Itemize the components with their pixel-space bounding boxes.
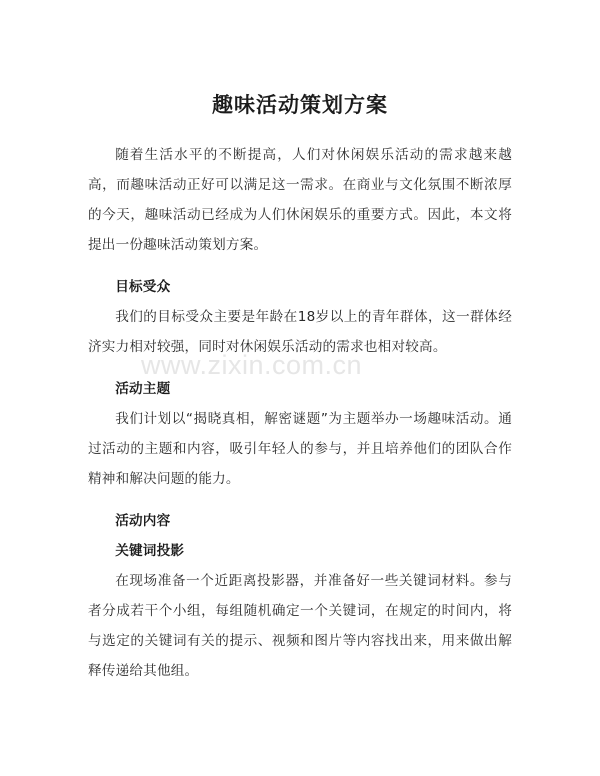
heading-activity-theme: 活动主题 xyxy=(115,381,171,397)
page-title: 趣味活动策划方案 xyxy=(212,93,388,117)
keyword-projection-paragraph: 在现场准备一个近距离投影器，并准备好一些关键词材料。参与者分成若干个小组，每组随机确定一个关键词，在规定的时间内，将与选定的关键词有关的提示、视频和图片等内容找出来，用来做出解释传递给其他组。 xyxy=(88,573,512,679)
heading-target-audience: 目标受众 xyxy=(115,279,171,295)
heading-keyword-projection: 关键词投影 xyxy=(115,543,185,559)
target-audience-paragraph: 我们的目标受众主要是年龄在18岁以上的青年群体，这一群体经济实力相对较强，同时对休闲娱乐活动的需求也相对较高。 xyxy=(88,309,512,355)
heading-activity-content: 活动内容 xyxy=(115,513,171,529)
watermark-text: www.zixin.com.cn xyxy=(141,350,363,380)
document-content xyxy=(88,0,512,686)
intro-paragraph: 随着生活水平的不断提高，人们对休闲娱乐活动的需求越来越高，而趣味活动正好可以满足这一需求。在商业与文化氛围不断浓厚的今天，趣味活动已经成为人们休闲娱乐的重要方式。因此，本文将提出一份趣味活动策划方案。 xyxy=(88,147,512,253)
activity-theme-paragraph: 我们计划以“揭晓真相，解密谜题”为主题举办一场趣味活动。通过活动的主题和内容，吸引年轻人的参与，并且培养他们的团队合作精神和解决问题的能力。 xyxy=(88,411,512,487)
